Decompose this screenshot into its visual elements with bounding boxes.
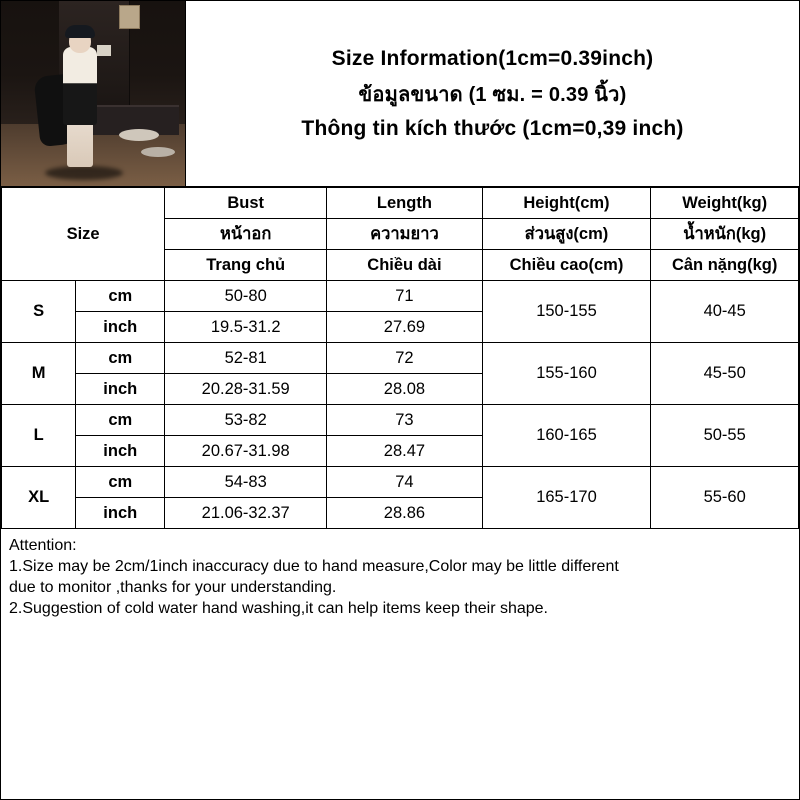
attention-line-3: 2.Suggestion of cold water hand washing,it can help items keep their shape.	[9, 600, 548, 618]
cell-weight: 40-45	[651, 281, 799, 343]
cell-length-cm: 71	[327, 281, 482, 312]
photo-shadow	[45, 166, 123, 180]
row-unit-cm: cm	[76, 467, 165, 498]
title-english: Size Information(1cm=0.39inch)	[331, 46, 654, 70]
attention-line-1: 1.Size may be 2cm/1inch inaccuracy due to hand measure,Color may be little different	[9, 558, 619, 576]
table-row	[2, 405, 799, 436]
cell-bust-inch: 20.28-31.59	[165, 374, 327, 405]
photo-plate	[119, 129, 159, 141]
cell-length-cm: 74	[327, 467, 482, 498]
photo-model-body	[63, 47, 97, 125]
photo-model-legs	[67, 119, 93, 167]
header-weight-th: น้ำหนัก(kg)	[651, 219, 799, 250]
header-weight-en: Weight(kg)	[651, 188, 799, 219]
photo-plate-secondary	[141, 147, 175, 157]
row-unit-inch: inch	[76, 436, 165, 467]
header-weight-vi: Cân nặng(kg)	[651, 250, 799, 281]
header-length-vi: Chiều dài	[327, 250, 482, 281]
header-length-en: Length	[327, 188, 482, 219]
cell-bust-cm: 54-83	[165, 467, 327, 498]
row-unit-inch: inch	[76, 374, 165, 405]
photo-wall-frame	[119, 5, 140, 29]
attention-title: Attention:	[9, 537, 77, 554]
cell-length-inch: 28.08	[327, 374, 482, 405]
cell-length-inch: 28.47	[327, 436, 482, 467]
header-height-vi: Chiều cao(cm)	[482, 250, 651, 281]
cell-length-cm: 73	[327, 405, 482, 436]
cell-weight: 45-50	[651, 343, 799, 405]
title-block	[186, 1, 799, 186]
title-vietnamese: Thông tin kích thước (1cm=0,39 inch)	[301, 116, 684, 140]
cell-bust-cm: 53-82	[165, 405, 327, 436]
header-bust-vi: Trang chủ	[165, 250, 327, 281]
title-thai: ข้อมูลขนาด (1 ซม. = 0.39 นิ้ว)	[358, 83, 627, 106]
table-row	[2, 281, 799, 312]
cell-bust-inch: 20.67-31.98	[165, 436, 327, 467]
cell-bust-inch: 21.06-32.37	[165, 498, 327, 529]
header-length-th: ความยาว	[327, 219, 482, 250]
cell-height: 150-155	[482, 281, 651, 343]
row-unit-inch: inch	[76, 312, 165, 343]
cell-height: 165-170	[482, 467, 651, 529]
table-header-row-1	[2, 188, 799, 219]
attention-block	[1, 529, 799, 619]
row-size-label: M	[2, 343, 76, 405]
header-size-word: Size	[2, 188, 165, 281]
cell-length-inch: 27.69	[327, 312, 482, 343]
attention-line-2: due to monitor ,thanks for your understanding.	[9, 579, 337, 597]
header-bust-en: Bust	[165, 188, 327, 219]
header-height-th: ส่วนสูง(cm)	[482, 219, 651, 250]
size-table	[1, 187, 799, 529]
header-height-en: Height(cm)	[482, 188, 651, 219]
cell-height: 160-165	[482, 405, 651, 467]
header	[1, 1, 799, 187]
cell-weight: 55-60	[651, 467, 799, 529]
header-bust-th: หน้าอก	[165, 219, 327, 250]
table-row	[2, 343, 799, 374]
cell-height: 155-160	[482, 343, 651, 405]
row-size-label: XL	[2, 467, 76, 529]
row-size-label: S	[2, 281, 76, 343]
row-unit-cm: cm	[76, 343, 165, 374]
photo-model-cap	[65, 25, 95, 38]
cell-weight: 50-55	[651, 405, 799, 467]
cell-bust-cm: 52-81	[165, 343, 327, 374]
cell-length-cm: 72	[327, 343, 482, 374]
cell-length-inch: 28.86	[327, 498, 482, 529]
row-unit-cm: cm	[76, 281, 165, 312]
row-unit-inch: inch	[76, 498, 165, 529]
row-size-label: L	[2, 405, 76, 467]
photo-light-switch	[97, 45, 111, 56]
row-unit-cm: cm	[76, 405, 165, 436]
model-photo	[1, 1, 186, 186]
cell-bust-cm: 50-80	[165, 281, 327, 312]
table-row	[2, 467, 799, 498]
cell-bust-inch: 19.5-31.2	[165, 312, 327, 343]
